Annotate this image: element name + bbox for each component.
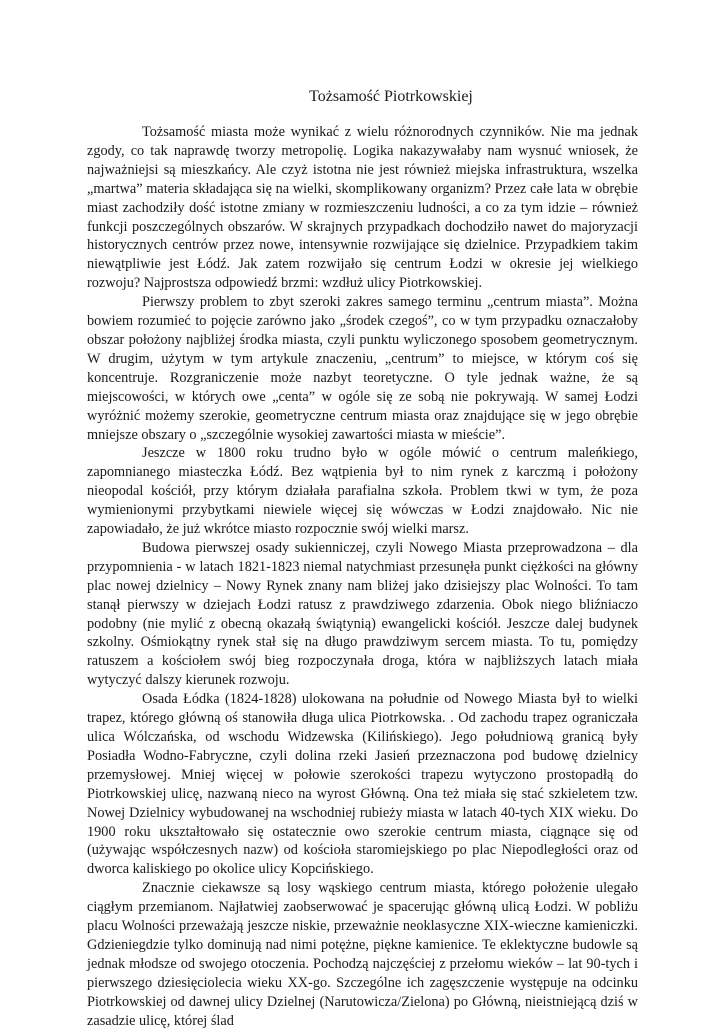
paragraph: Znacznie ciekawsze są losy wąskiego centrum miasta, którego położenie ulegało ciągłym przemianom. Najłatwiej zaobserwować je spacerując główną ulicą Łodzi. W pobliżu placu Wolności przeważają jeszcze niskie, przeważnie neoklasyczne XIX-wieczne kamieniczki. Gdzieniegdzie tylko dominują nad nimi potężne, piękne kamienice. Te eklektyczne budowle są jednak młodsze od swojego otoczenia. Pochodzą najczęściej z przełomu wieków – lat 90-tych i pierwszego dziesięciolecia wieku XX-go. Szczególne ich zagęszczenie występuje na odcinku Piotrkowskiej od dawnej ulicy Dzielnej (Narutowicza/Zielona) po Główną, nieistniejącą dziś w zasadzie ulicę, której ślad: [87, 880, 638, 1029]
page-title: Tożsamość Piotrkowskiej: [309, 88, 473, 105]
paragraph: Budowa pierwszej osady sukienniczej, czyli Nowego Miasta przeprowadzona – dla przypomnienia - w latach 1821-1823 niemal natychmiast przesunęła punkt ciężkości na główny plac nowej dzielnicy – Nowy Rynek znany nam bliżej jako dzisiejszy plac Wolności. To tam stanął pierwszy w dziejach Łodzi ratusz z prawdziwego zdarzenia. Obok niego bliźniaczo podobny (nie mylić z obecną okazałą świątynią) ewangelicki kościół. Jeszcze dalej budynek szkolny. Ośmiokątny rynek stał się na długo prawdziwym sercem miasta. To tu, pomiędzy ratuszem a kościołem swój bieg rozpoczynała droga, która w najbliższych latach miała wytyczyć dalszy kierunek rozwoju.: [87, 539, 638, 689]
paragraph: Osada Łódka (1824-1828) ulokowana na południe od Nowego Miasta był to wielki trapez, którego główną oś stanowiła długa ulica Piotrkowska. . Od zachodu trapez ograniczała ulica Wólczańska, od wschodu Widzewska (Kilińskiego). Jego południową granicą były Posiadła Wodno-Fabryczne, czyli dolina rzeki Jasień przeznaczona pod budowę dzielnicy przemysłowej. Mniej więcej w połowie szerokości trapezu wytyczono prostopadłą do Piotrkowskiej ulicę, nazwaną nieco na wyrost Główną. Ona też miała się stać szkieletem tzw. Nowej Dzielnicy wybudowanej na wschodniej rubieży miasta w latach 40-tych XIX wieku. Do 1900 roku ukształtowało się ostatecznie owo szerokie centrum miasta, ciągnące się od (używając współczesnych nazw) od kościoła staromiejskiego po plac Niepodległości oraz od dworca kaliskiego po okolice ulicy Kopcińskiego.: [87, 691, 638, 878]
paragraph: Tożsamość miasta może wynikać z wielu różnorodnych czynników. Nie ma jednak zgody, co tak naprawdę tworzy metropolię. Logika nakazywałaby nam wysnuć wniosek, że najważniejsi są mieszkańcy. Ale czyż istotna nie jest również miejska infrastruktura, wszelka „martwa” materia składająca się na wielki, skomplikowany organizm? Przez całe lata w obrębie miast zachodziły dość istotne zmiany w rozmieszczeniu ludności, a co za tym idzie – również funkcji poszczególnych obszarów. W skrajnych przypadkach dochodziło nawet do majoryzacji historycznych centrów przez nowe, intensywnie rozwijające się dzielnice. Przypadkiem takim niewątpliwie jest Łódź. Jak zatem rozwijało się centrum Łodzi w okresie jej wielkiego rozwoju? Najprostsza odpowiedź brzmi: wzdłuż ulicy Piotrkowskiej.: [87, 124, 638, 292]
paragraph: Pierwszy problem to zbyt szeroki zakres samego terminu „centrum miasta”. Można bowiem rozumieć to pojęcie zarówno jako „środek czegoś”, co w tym przypadku oznaczałoby obszar położony najbliżej środka miasta, czyli punktu wyliczonego sposobem geometrycznym. W drugim, użytym w tym artykule znaczeniu, „centrum” to miejsce, w którym coś się koncentruje. Rozgraniczenie może nazbyt teoretyczne. O tyle jednak ważne, że są miejscowości, w których owe „centa” w ogóle się ze sobą nie pokrywają. W samej Łodzi wyróżnić możemy szerokie, geometryczne centrum miasta oraz znajdujące się w jego obrębie mniejsze obszary o „szczególnie wysokiej zawartości miasta w mieście”.: [87, 294, 638, 443]
article-body: [87, 123, 638, 1031]
paragraph: Jeszcze w 1800 roku trudno było w ogóle mówić o centrum maleńkiego, zapomnianego miasteczka Łódź. Bez wątpienia był to nim rynek z karczmą i położony nieopodal kościół, przy którym działała parafialna szkoła. Problem tkwi w tym, że poza wymienionymi przybytkami niewiele więcej się wówczas w Łodzi znajdowało. Nic nie zapowiadało, że już wkrótce miasto rozpocznie swój wielki marsz.: [87, 445, 638, 538]
